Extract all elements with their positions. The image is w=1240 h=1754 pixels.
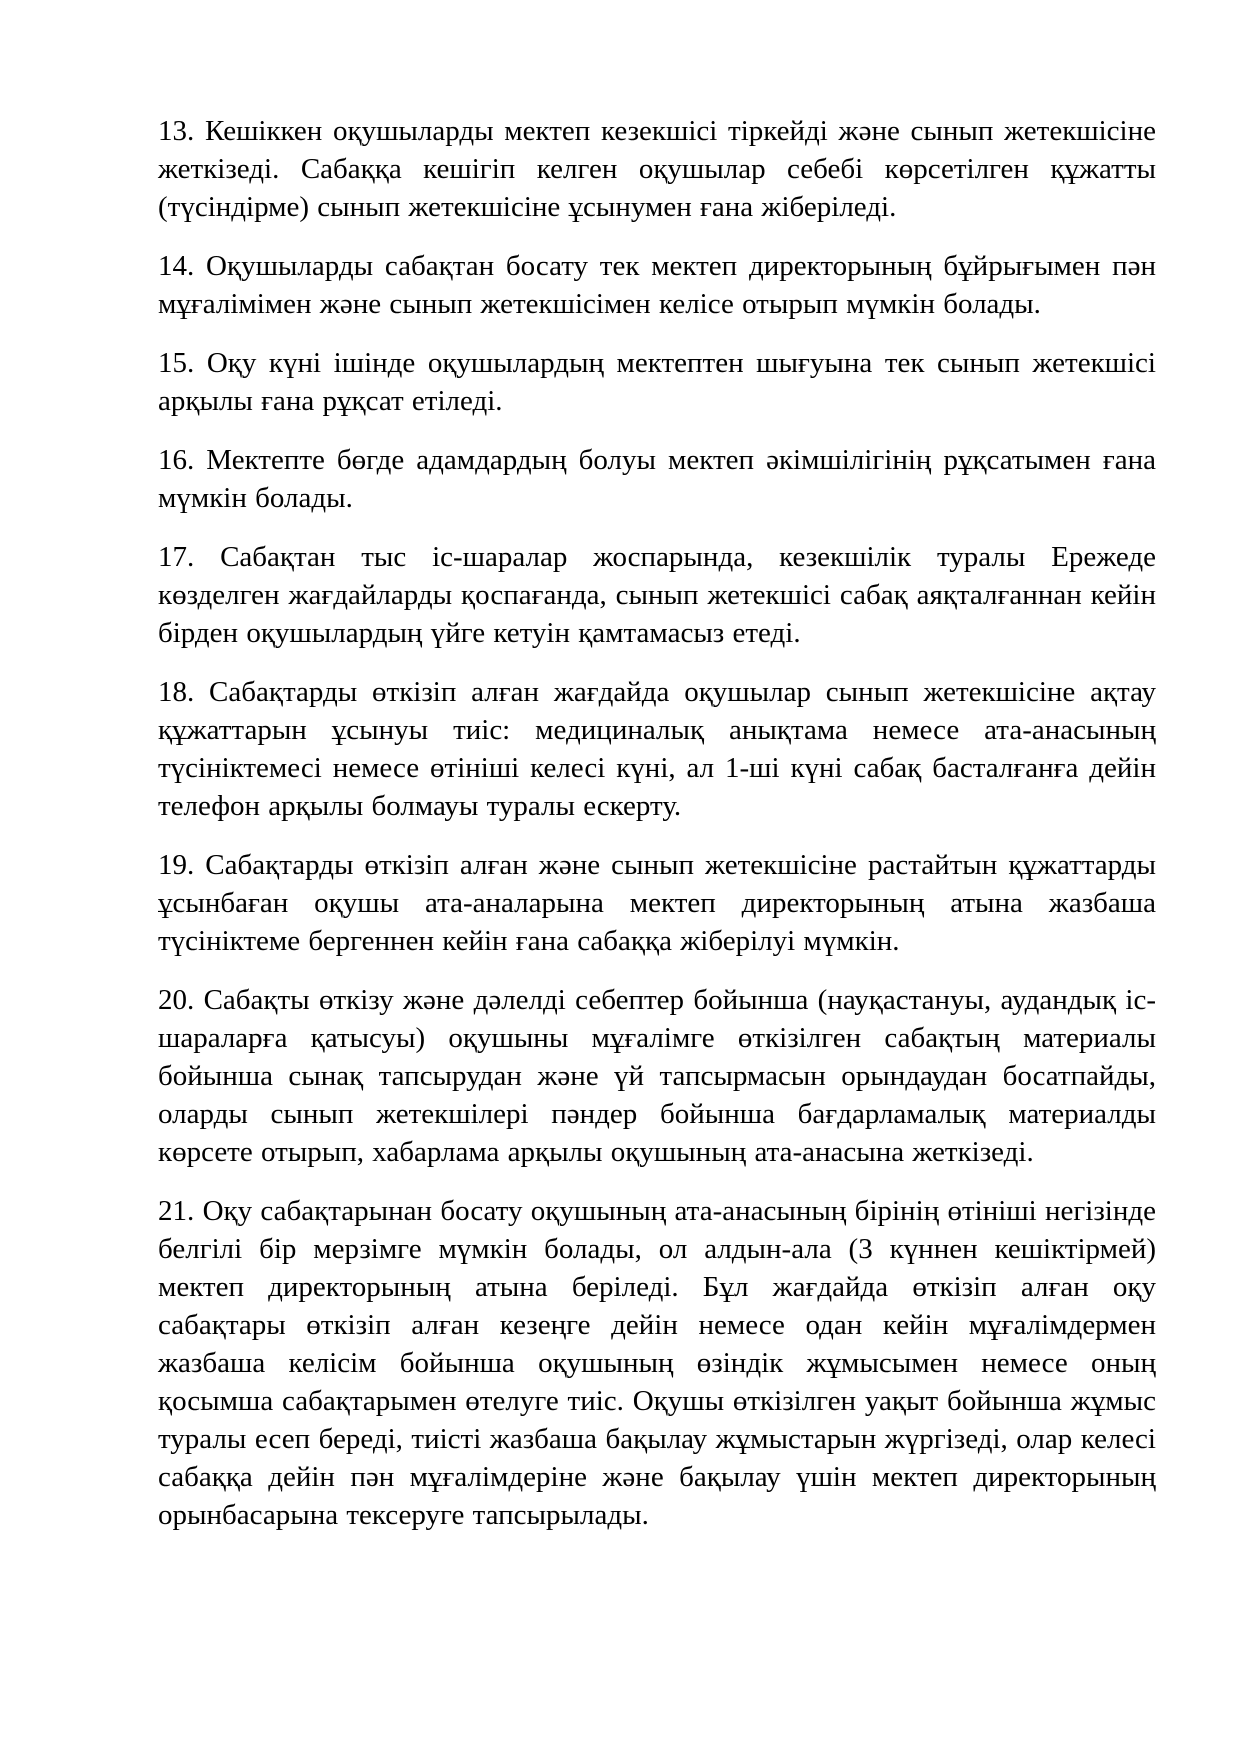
paragraph-20: 20. Сабақты өткізу және дәлелді себептер бойынша (науқастануы, аудандық іс-шараларға қатысуы) оқушыны мұғалімге өткізілген сабақтың материалы бойынша сынақ тапсырудан және үй тапсырмасын орындаудан босатпайды, оларды сынып жетекшілері пәндер бойынша бағдарламалық материалды көрсете отырып, хабарлама арқылы оқушының ата-анасына жеткізеді. [158,984,1156,1168]
paragraph-19: 19. Сабақтарды өткізіп алған және сынып жетекшісіне растайтын құжаттарды ұсынбаған оқушы ата-аналарына мектеп директорының атына жазбаша түсініктеме бергеннен кейін ғана сабаққа жіберілуі мүмкін. [158,849,1156,957]
paragraph-14: 14. Оқушыларды сабақтан босату тек мектеп директорының бұйрығымен пән мұғалімімен және сынып жетекшісімен келісе отырып мүмкін болады. [158,250,1156,320]
paragraph-21: 21. Оқу сабақтарынан босату оқушының ата-анасының бірінің өтініші негізінде белгілі бір мерзімге мүмкін болады, ол алдын-ала (3 күннен кешіктірмей) мектеп директорының атына беріледі. Бұл жағдайда өткізіп алған оқу сабақтары өткізіп алған кезеңге дейін немесе одан кейін мұғалімдермен жазбаша келісім бойынша оқушының өзіндік жұмысымен немесе оның қосымша сабақтарымен өтелуге тиіс. Оқушы өткізілген уақыт бойынша жұмыс туралы есеп береді, тиісті жазбаша бақылау жұмыстарын жүргізеді, олар келесі сабаққа дейін пән мұғалімдеріне және бақылау үшін мектеп директорының орынбасарына тексеруге тапсырылады. [158,1195,1156,1531]
paragraph-17: 17. Сабақтан тыс іс-шаралар жоспарында, кезекшілік туралы Ережеде көзделген жағдайларды қоспағанда, сынып жетекшісі сабақ аяқталғаннан кейін бірден оқушылардың үйге кетуін қамтамасыз етеді. [158,541,1156,649]
paragraph-13: 13. Кешіккен оқушыларды мектеп кезекшісі тіркейді және сынып жетекшісіне жеткізеді. Сабаққа кешігіп келген оқушылар себебі көрсетілген құжатты (түсіндірме) сынып жетекшісіне ұсынумен ғана жіберіледі. [158,115,1156,223]
paragraph-18: 18. Сабақтарды өткізіп алған жағдайда оқушылар сынып жетекшісіне ақтау құжаттарын ұсынуы тиіс: медициналық анықтама немесе ата-анасының түсініктемесі немесе өтініші келесі күні, ал 1-ші күні сабақ басталғанға дейін телефон арқылы болмауы туралы ескерту. [158,676,1156,822]
paragraph-16: 16. Мектепте бөгде адамдардың болуы мектеп әкімшілігінің рұқсатымен ғана мүмкін болады. [158,444,1156,514]
paragraph-15: 15. Оқу күні ішінде оқушылардың мектептен шығуына тек сынып жетекшісі арқылы ғана рұқсат етіледі. [158,347,1156,417]
